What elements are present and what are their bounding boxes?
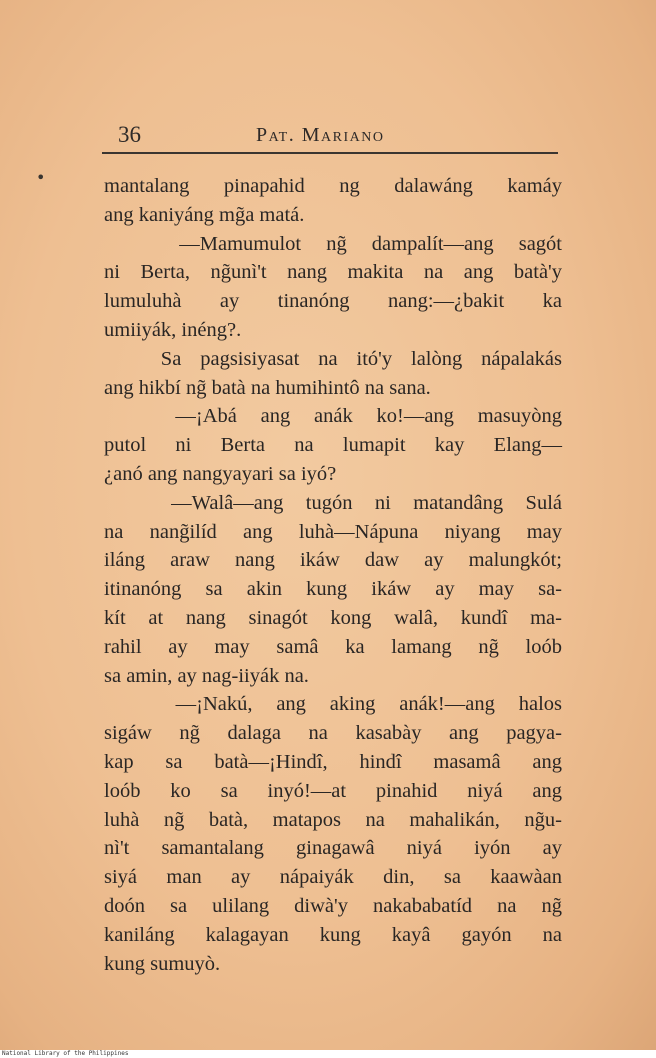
text-line: kap sa batà—¡Hindî, hindî masamâ ang [104,750,562,773]
text-line: ang kaniyáng mg̃a matá. [104,203,305,226]
running-head: Pat. Mariano [256,124,385,146]
text-line: sigáw ng̃ dalaga na kasabày ang pagya- [104,722,562,745]
text-line: ¿anó ang nangyayari sa iyó? [104,462,337,485]
text-line: na nang̃ilíd ang luhà—Nápuna niyang may [104,520,562,543]
text-line: lumuluhà ay tinanóng nang:—¿bakit ka [104,290,562,313]
text-line: ang hikbí ng̃ batà na humihintô na sana. [104,376,431,399]
margin-dot-mark: • [36,168,46,187]
footer [0,1050,656,1058]
page-number: 36 [118,122,141,147]
text-line: sa amin, ay nag-iiyák na. [104,664,309,687]
text-line: nì't samantalang ginagawâ niyá iyón ay [104,837,562,860]
text-line: —¡Abá ang anák ko!—ang masuyòng [104,405,562,428]
body-text [104,172,562,978]
text-line: mantalang pinapahid ng dalawáng kamáy [104,175,562,197]
text-line: —Mamumulot ng̃ dampalít—ang sagót [104,232,562,255]
text-line: loób ko sa inyó!—at pinahid niyá ang [104,779,562,802]
text-line: itinanóng sa akin kung ikáw ay may sa- [104,578,562,601]
text-line: iláng araw nang ikáw daw ay malungkót; [104,549,562,572]
text-line: doón sa ulilang diwà'y nakababatíd na ng̃ [104,894,562,917]
page-header [102,120,558,154]
text-line: siyá man ay nápaiyák din, sa kaawàan [104,866,562,889]
text-line: kung sumuyò. [104,952,221,975]
text-line: umiiyák, inéng?. [104,318,242,341]
text-line: —Walâ—ang tugón ni matandâng Sulá [104,491,562,514]
text-line: putol ni Berta na lumapit kay Elang— [104,434,562,457]
text-line: luhà ng̃ batà, matapos na mahalikán, ng̃u- [104,808,562,831]
text-line: Sa pagsisiyasat na itó'y lalòng nápalakás [104,347,562,370]
text-line: kít at nang sinagót kong walâ, kundî ma- [104,606,562,629]
text-line: —¡Nakú, ang aking anák!—ang halos [104,693,562,716]
text-line: kaniláng kalagayan kung kayâ gayón na [104,923,562,946]
footer-credit: National Library of the Philippines [2,1050,129,1057]
text-line: ni Berta, ng̃unì't nang makita na ang batà'y [104,261,562,284]
text-line: rahil ay may samâ ka lamang ng̃ loób [104,635,562,658]
